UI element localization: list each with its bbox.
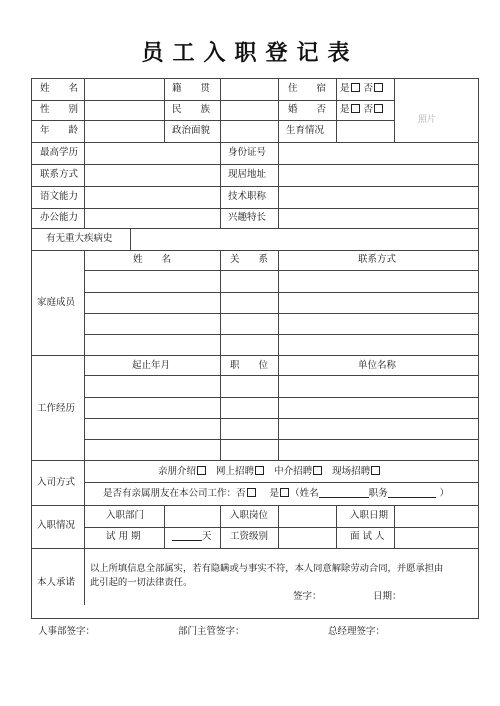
probation-days[interactable] <box>172 531 212 543</box>
work-header-position: 职 位 <box>230 360 269 371</box>
pledge-section-label: 本人承诺 <box>37 577 76 588</box>
label-married: 婚 否 <box>288 104 327 115</box>
channel-option-agency: 中介招聘 <box>274 466 313 477</box>
family-header-contact: 联系方式 <box>358 254 397 265</box>
label-fertility: 生育情况 <box>286 125 325 136</box>
footer-hr-sign: 人事部签字： <box>38 626 96 637</box>
married-no-checkbox[interactable] <box>374 104 383 113</box>
label-education: 最高学历 <box>40 147 79 158</box>
label-id-number: 身份证号 <box>228 147 267 158</box>
relative-question[interactable] <box>103 488 449 500</box>
label-salary-level: 工资级别 <box>230 531 269 542</box>
channel-section-label: 入司方式 <box>37 477 76 488</box>
label-hobby: 兴趣特长 <box>228 212 267 223</box>
work-header-period: 起止年月 <box>132 360 171 371</box>
work-section-label: 工作经历 <box>37 403 76 414</box>
lodging-options[interactable] <box>340 83 384 95</box>
label-name: 姓 名 <box>40 83 79 94</box>
label-hometown: 籍 贯 <box>172 83 211 94</box>
pledge-text-line2: 此引起的一切法律责任。 <box>90 577 193 588</box>
lodging-no-checkbox[interactable] <box>374 83 383 92</box>
label-office: 办公能力 <box>40 212 79 223</box>
label-entry-post: 入职岗位 <box>230 510 269 521</box>
channel-option-friends: 亲朋介绍 <box>158 466 197 477</box>
family-section-label: 家庭成员 <box>37 297 76 308</box>
label-probation: 试 用 期 <box>106 531 141 542</box>
label-political: 政治面貌 <box>172 125 211 136</box>
photo-placeholder[interactable]: 照片 <box>418 115 437 125</box>
label-interviewer: 面 试 人 <box>350 531 385 542</box>
label-age: 年 龄 <box>40 125 79 136</box>
work-header-company: 单位名称 <box>358 360 397 371</box>
lodging-yes-checkbox[interactable] <box>351 83 360 92</box>
married-yes-label: 是 <box>340 104 350 115</box>
channel-option-online: 网上招聘 <box>216 466 255 477</box>
probation-days-field[interactable] <box>172 531 202 541</box>
label-tech-title: 技术职称 <box>228 191 267 202</box>
family-header-name: 姓 名 <box>133 254 172 265</box>
entry-section-label: 入职情况 <box>37 520 76 531</box>
label-contact: 联系方式 <box>40 169 79 180</box>
channel-options[interactable] <box>158 466 381 478</box>
label-entry-dept: 入职部门 <box>106 510 145 521</box>
pledge-date-label: 日期： <box>373 591 402 602</box>
label-address: 现居地址 <box>228 169 267 180</box>
channel-online-checkbox[interactable] <box>255 466 264 475</box>
pledge-text-line1: 以上所填信息全部属实，若有隐瞒或与事实不符，本人同意解除劳动合同，并愿承担由 <box>90 563 444 574</box>
lodging-no-label: 否 <box>363 83 374 94</box>
probation-days-unit: 天 <box>202 531 212 542</box>
label-gender: 性 别 <box>40 104 79 115</box>
label-lodging: 住 宿 <box>288 83 327 94</box>
footer-gm-sign: 总经理签字： <box>328 626 386 637</box>
relative-yes-label: 是 <box>269 488 280 499</box>
label-entry-date: 入职日期 <box>350 510 389 521</box>
page-title: 员工入职登记表 <box>141 41 359 66</box>
relative-job-label: 职务 <box>368 488 388 499</box>
relative-name-label: （姓名 <box>290 488 319 499</box>
married-no-label: 否 <box>363 104 374 115</box>
channel-option-onsite: 现场招聘 <box>332 466 371 477</box>
relative-yes-checkbox[interactable] <box>280 488 289 497</box>
married-yes-checkbox[interactable] <box>351 104 360 113</box>
footer-dept-head-sign: 部门主管签字： <box>178 626 245 637</box>
channel-agency-checkbox[interactable] <box>313 466 322 475</box>
channel-friends-checkbox[interactable] <box>197 466 206 475</box>
family-header-relation: 关 系 <box>230 254 269 265</box>
lodging-yes-label: 是 <box>340 83 350 94</box>
label-language: 语文能力 <box>40 191 79 202</box>
channel-onsite-checkbox[interactable] <box>371 466 380 475</box>
label-illness: 有无重大疾病史 <box>46 233 113 244</box>
pledge-sign-label: 签字： <box>293 591 322 602</box>
relative-job-field[interactable] <box>388 488 436 498</box>
relative-close-paren: ） <box>439 488 450 499</box>
married-options[interactable] <box>340 104 384 116</box>
relative-name-field[interactable] <box>319 488 369 498</box>
relative-no-checkbox[interactable] <box>247 488 256 497</box>
relative-question-text: 是否有亲属朋友在本公司工作：否 <box>103 488 246 499</box>
label-ethnicity: 民 族 <box>172 104 211 115</box>
